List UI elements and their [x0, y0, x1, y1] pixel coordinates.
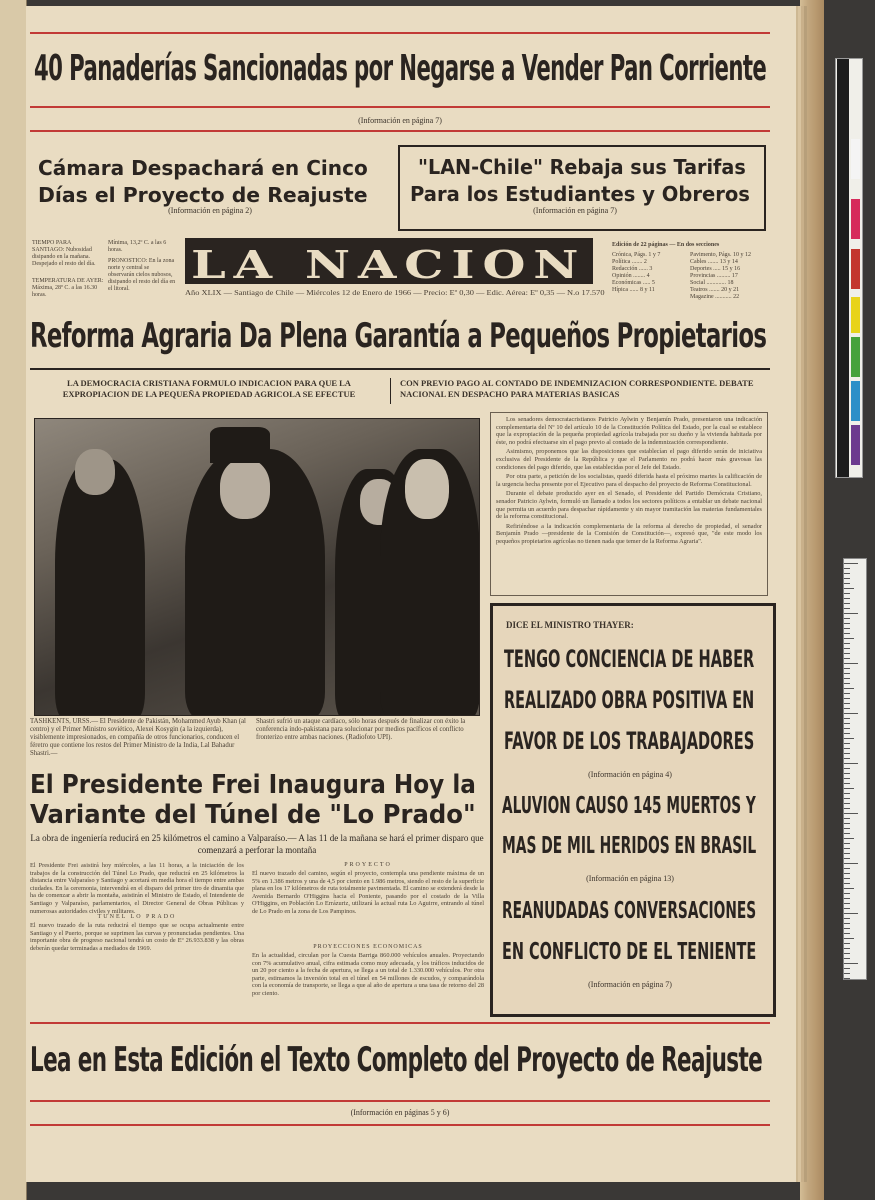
ruler-tick: [844, 683, 850, 684]
aluvion-line2: MAS DE MIL HERIDOS EN BRASIL: [502, 833, 757, 859]
ruler-tick: [844, 853, 850, 854]
ruler-tick: [844, 633, 850, 634]
ruler-tick: [844, 838, 854, 839]
ruler-tick: [844, 953, 850, 954]
ruler-tick: [844, 573, 850, 574]
ruler-tick: [844, 768, 850, 769]
frei-col2-subhead2: PROYECCIONES ECONOMICAS: [313, 944, 423, 950]
lan-headline-line1: "LAN-Chile" Rebaja sus Tarifas: [418, 155, 746, 179]
red-rule: [30, 1022, 770, 1024]
ruler-tick: [844, 883, 850, 884]
ruler-tick: [844, 653, 850, 654]
index-entry: Teatros ....... 20 y 21: [690, 287, 740, 293]
ruler-tick: [844, 628, 850, 629]
thayer-line2: REALIZADO OBRA POSITIVA EN: [504, 686, 755, 714]
red-rule: [30, 1124, 770, 1126]
ruler-tick: [844, 948, 850, 949]
camara-headline-line2: Días el Proyecto de Reajuste: [38, 183, 368, 207]
ruler-tick: [844, 808, 850, 809]
ruler-tick: [844, 723, 850, 724]
weather-yesterday: TEMPERATURA DE AYER: Máxima, 28º C. a las 16.30 horas.: [32, 278, 104, 298]
ruler-tick: [844, 798, 850, 799]
ruler-tick: [844, 813, 858, 814]
photo-caption-right: Shastri sufrió un ataque cardíaco, sólo horas después de finalizar con éxito la conferencia indo-pakistana para solucionar por medios pacíficos el conflicto fronterizo entre ambas naciones. (Radiofoto UPI).: [256, 718, 466, 741]
index-entry: Magazine ........... 22: [690, 294, 740, 300]
frei-headline-line2: Variante del Túnel de "Lo Prado": [30, 800, 476, 830]
ruler-tick: [844, 873, 850, 874]
ruler-tick: [844, 678, 850, 679]
ruler-tick: [844, 863, 858, 864]
ruler-tick: [844, 888, 854, 889]
ruler-tick: [844, 748, 850, 749]
aluvion-line1: ALUVION CAUSO 145 MUERTOS Y: [502, 793, 756, 819]
ruler-tick: [844, 783, 850, 784]
ruler-tick: [844, 978, 850, 979]
index-entry: Pavimento, Págs. 10 y 12: [690, 252, 751, 258]
ruler-tick: [844, 943, 850, 944]
index-right-column: [690, 252, 768, 301]
ruler-tick: [844, 713, 858, 714]
ruler-tick: [844, 868, 850, 869]
subhead-right: CON PREVIO PAGO AL CONTADO DE INDEMNIZACION CORRESPONDIENTE. DEBATE NACIONAL EN DESPACHO PARA MATERIAS BASICAS: [400, 378, 754, 399]
reforma-paragraph: Asimismo, proponemos que las disposiciones que establecían el pago diferido serán de iniciativa exclusiva del Presidente de la República y que el Parlamento no podrá hacer más gravosas las condiciones del pago diferido, que las establecidas por el Jefe del Estado.: [496, 448, 762, 471]
aluvion-info: (Información en página 13): [586, 874, 674, 883]
frei-col2b: En la actualidad, circulan por la Cuesta Barriga 860.000 vehículos anuales. Proyectando con 7% acumulativo anual, cifra estimada como muy adecuada, y los tráficos inducidos de un 20 por ciento a la fecha de apertura, se llega a un total de 1.330.000 vehículos. Por otra parte, estimamos la inversión total en el túnel en 54 millones de escudos, y comparándola con la economía de transporte, se llega a que al año de apertura a una tasa de retorno del 28 por ciento.: [252, 952, 484, 997]
reforma-paragraph: Los senadores democratacristianos Patricio Aylwin y Benjamín Prado, presentaron una indicación complementaria del Nº 10 del artículo 10 de la Constitución Política del Estado, por la cual se establece que la expropiación de la pequeña propiedad agrícola trabajada por su dueño y la vivienda habitada por éste, no podrá efectuarse sin el pago previo al contado de la indemnización correspondiente.: [496, 416, 762, 446]
top-headline: 40 Panaderías Sancionadas por Negarse a Vender Pan Corriente: [34, 48, 767, 89]
ruler-tick: [844, 933, 850, 934]
bottom-headline: Lea en Esta Edición el Texto Completo del Proyecto de Reajuste: [30, 1040, 763, 1080]
weather-forecast: PRONOSTICO: En la zona norte y central se observarán cielos nubosos, disipando el resto del día en el litoral.: [108, 258, 176, 292]
measurement-ruler: [843, 558, 867, 980]
ruler-tick: [844, 598, 850, 599]
index-left-column: [612, 252, 687, 294]
ruler-tick: [844, 878, 850, 879]
ruler-tick: [844, 828, 850, 829]
red-rule: [30, 130, 770, 132]
reforma-paragraph: Refiriéndose a la indicación complementaria de la reforma al derecho de propiedad, el senador Benjamín Prado —presidente de la Comisión de Constitución—, expresó que, "de este modo los pequeños propietarios agrícolas no tienen nada que temer de la Reforma Agraria".: [496, 522, 762, 545]
red-rule: [30, 106, 770, 108]
teniente-line1: REANUDADAS CONVERSACIONES: [502, 898, 757, 924]
ruler-tick: [844, 568, 850, 569]
ruler-tick: [844, 583, 850, 584]
ruler-tick: [844, 728, 850, 729]
index-entry: Deportes ..... 15 y 16: [690, 266, 741, 272]
ruler-tick: [844, 733, 850, 734]
thayer-line1: TENGO CONCIENCIA DE HABER: [504, 645, 755, 673]
ruler-tick: [844, 763, 858, 764]
ruler-tick: [844, 673, 850, 674]
frei-col1-subhead: TUNEL LO PRADO: [97, 914, 177, 920]
index-entry: Política ....... 2: [612, 259, 647, 265]
ruler-tick: [844, 788, 854, 789]
red-rule: [30, 1100, 770, 1102]
ruler-tick: [844, 938, 854, 939]
ruler-tick: [844, 578, 850, 579]
photo-caption-left: TASHKENTS, URSS.— El Presidente de Pakistán, Mohammed Ayub Khan (al centro) y el Primer Ministro soviético, Alexei Kosygin (a la izquierda), visiblemente impresionados, en compañía de otros funcionarios, conducen el féretro que contiene los restos del Primer Ministro de la India, Lal Bahadur Shastri.—: [30, 718, 246, 757]
lan-info: (Información en página 7): [533, 206, 617, 215]
frei-col1b: El nuevo trazado de la ruta reducirá el tiempo que se ocupa actualmente entre Santiago y el Puerto, porque se suprimen las curvas y pronunciadas pendientes. Una importante obra de progreso nacional tendrá un costo de Eº 26.933.838 y las obras deberán quedar terminadas a mediados de 1969.: [30, 922, 244, 952]
red-rule: [30, 32, 770, 34]
index-entry: Cables ....... 13 y 14: [690, 259, 738, 265]
ruler-tick: [844, 593, 850, 594]
thayer-line3: FAVOR DE LOS TRABAJADORES: [504, 727, 755, 755]
reforma-paragraph: Durante el debate producido ayer en el Senado, el Presidente del Partido Demócrata Cristiano, senador Patricio Aylwin, formuló un llamado a todos los sectores políticos a entablar un debate nacional que permita un acuerdo para despachar rápidamente y sin mayor tramitación las materias fundamentales de la reforma constitucional.: [496, 490, 762, 521]
divider: [390, 378, 391, 404]
ruler-tick: [844, 588, 854, 589]
masthead-info-line: Año XLIX — Santiago de Chile — Miércoles 12 de Enero de 1966 — Precio: Eº 0,30 — Edic. Aérea: Eº 0,35 — N.o 17.570: [185, 289, 605, 297]
index-entry: Hípica ...... 8 y 11: [612, 287, 655, 293]
ruler-tick: [844, 918, 850, 919]
ruler-tick: [844, 923, 850, 924]
index-entry: Crónica, Págs. 1 y 7: [612, 252, 661, 258]
thayer-info: (Información en página 4): [588, 770, 672, 779]
ruler-tick: [844, 703, 850, 704]
ruler-tick: [844, 913, 858, 914]
ruler-tick: [844, 908, 850, 909]
ruler-tick: [844, 858, 850, 859]
ruler-tick: [844, 738, 854, 739]
ruler-tick: [844, 688, 854, 689]
ruler-tick: [844, 848, 850, 849]
ruler-tick: [844, 618, 850, 619]
frei-col2: El nuevo trazado del camino, según el proyecto, contempla una pendiente máxima de un 5% en 1.386 metros y una de 4,5 por ciento en 1.986 metros, siendo el resto de la superficie plana en los 17 kilómetros de ruta totalmente pavimentada. El camino se extenderá desde la Avenida Bernardo O'Higgins hacia el Poniente, pasando por el costado de la Villa O'Higgins, en Población Lo Errázuriz, utilizará la actual ruta Lo Aguirre, entrando al túnel de Lo Prado en la zona de Los Pampinos.: [252, 870, 484, 915]
adjacent-page-strip: [0, 0, 27, 1200]
frei-col2-subhead: PROYECTO: [344, 862, 392, 868]
ruler-tick: [844, 693, 850, 694]
color-calibration-bar: [835, 58, 863, 478]
ruler-tick: [844, 778, 850, 779]
ruler-tick: [844, 973, 850, 974]
ruler-tick: [844, 968, 850, 969]
ruler-tick: [844, 563, 858, 564]
funeral-photo: [34, 418, 480, 716]
lan-headline-line2: Para los Estudiantes y Obreros: [410, 182, 750, 206]
ruler-tick: [844, 843, 850, 844]
page-stack-edge: [800, 0, 824, 1200]
reforma-story-body: [496, 416, 762, 548]
ruler-tick: [844, 638, 854, 639]
ruler-tick: [844, 758, 850, 759]
ruler-tick: [844, 818, 850, 819]
camara-info: (Información en página 2): [168, 206, 252, 215]
ruler-tick: [844, 648, 850, 649]
ruler-tick: [844, 608, 850, 609]
index-entry: Provincias ......... 17: [690, 273, 738, 279]
ruler-tick: [844, 603, 850, 604]
frei-headline-line1: El Presidente Frei Inaugura Hoy la: [30, 770, 476, 800]
teniente-info: (Información en página 7): [588, 980, 672, 989]
index-entry: Económicas ..... 5: [612, 280, 655, 286]
frei-deck: La obra de ingeniería reducirá en 25 kilómetros el camino a Valparaíso.— A las 11 de la mañana se hará el primer disparo que comenzará a perforar la montaña: [30, 833, 484, 855]
index-title: Edición de 22 páginas — En dos secciones: [612, 242, 720, 248]
weather-min: Mínima, 13,2º C. a las 6 horas.: [108, 240, 167, 253]
ruler-tick: [844, 643, 850, 644]
camara-headline-line1: Cámara Despachará en Cinco: [38, 156, 368, 180]
thayer-kicker: DICE EL MINISTRO THAYER:: [506, 620, 634, 630]
bottom-headline-info: (Información en páginas 5 y 6): [350, 1108, 450, 1117]
ruler-tick: [844, 928, 850, 929]
ruler-tick: [844, 958, 850, 959]
ruler-tick: [844, 833, 850, 834]
weather-today: TIEMPO PARA SANTIAGO: Nubosidad disipando en la mañana. Despejado el resto del día.: [32, 240, 96, 267]
ruler-tick: [844, 663, 858, 664]
ruler-tick: [844, 963, 858, 964]
teniente-line2: EN CONFLICTO DE EL TENIENTE: [502, 939, 757, 965]
reforma-paragraph: Por otra parte, a petición de los socialistas, quedó diferida hasta el próximo martes la calificación de la urgencia hecha presente por el Ejecutivo para el despacho del proyecto de Reforma Constitucional.: [496, 473, 762, 488]
ruler-tick: [844, 793, 850, 794]
ruler-tick: [844, 823, 850, 824]
index-entry: Redacción ...... 3: [612, 266, 653, 272]
ruler-tick: [844, 698, 850, 699]
top-headline-info: (Información en página 7): [358, 116, 442, 125]
ruler-tick: [844, 708, 850, 709]
ruler-tick: [844, 743, 850, 744]
ruler-tick: [844, 903, 850, 904]
ruler-tick: [844, 893, 850, 894]
main-headline: Reforma Agraria Da Plena Garantía a Pequeños Propietarios: [30, 316, 767, 356]
ruler-tick: [844, 898, 850, 899]
ruler-tick: [844, 658, 850, 659]
index-entry: Social ............. 18: [690, 280, 734, 286]
rule: [30, 368, 770, 370]
index-entry: Opinión ........ 4: [612, 273, 650, 279]
subhead-left: LA DEMOCRACIA CRISTIANA FORMULO INDICACION PARA QUE LA EXPROPIACION DE LA PEQUEÑA PROPIEDAD AGRICOLA SE EFECTUE: [62, 378, 356, 399]
ruler-tick: [844, 668, 850, 669]
ruler-tick: [844, 613, 858, 614]
ruler-tick: [844, 718, 850, 719]
masthead-title: LA NACION: [191, 242, 587, 287]
masthead: [185, 238, 593, 287]
frei-col1: El Presidente Frei asistirá hoy miércoles, a las 11 horas, a la iniciación de los trabajos de la construcción del Túnel Lo Prado, que reducirá en 25 kilómetros la distancia entre Valparaíso y Santiago y acortará en media hora el tiempo entre ambas ciudades. En la ceremonia, intervendrá en el disparo del primer tiro de dinamita que ha de comenzar a abrir la montaña, asistirán el Ministro de Estado, el Intendente de Santiago y Valparaíso, parlamentarios, el Director General de Obras Públicas y numerosas autoridades civiles y militares.: [30, 862, 244, 915]
ruler-tick: [844, 773, 850, 774]
ruler-tick: [844, 623, 850, 624]
ruler-tick: [844, 803, 850, 804]
ruler-tick: [844, 753, 850, 754]
